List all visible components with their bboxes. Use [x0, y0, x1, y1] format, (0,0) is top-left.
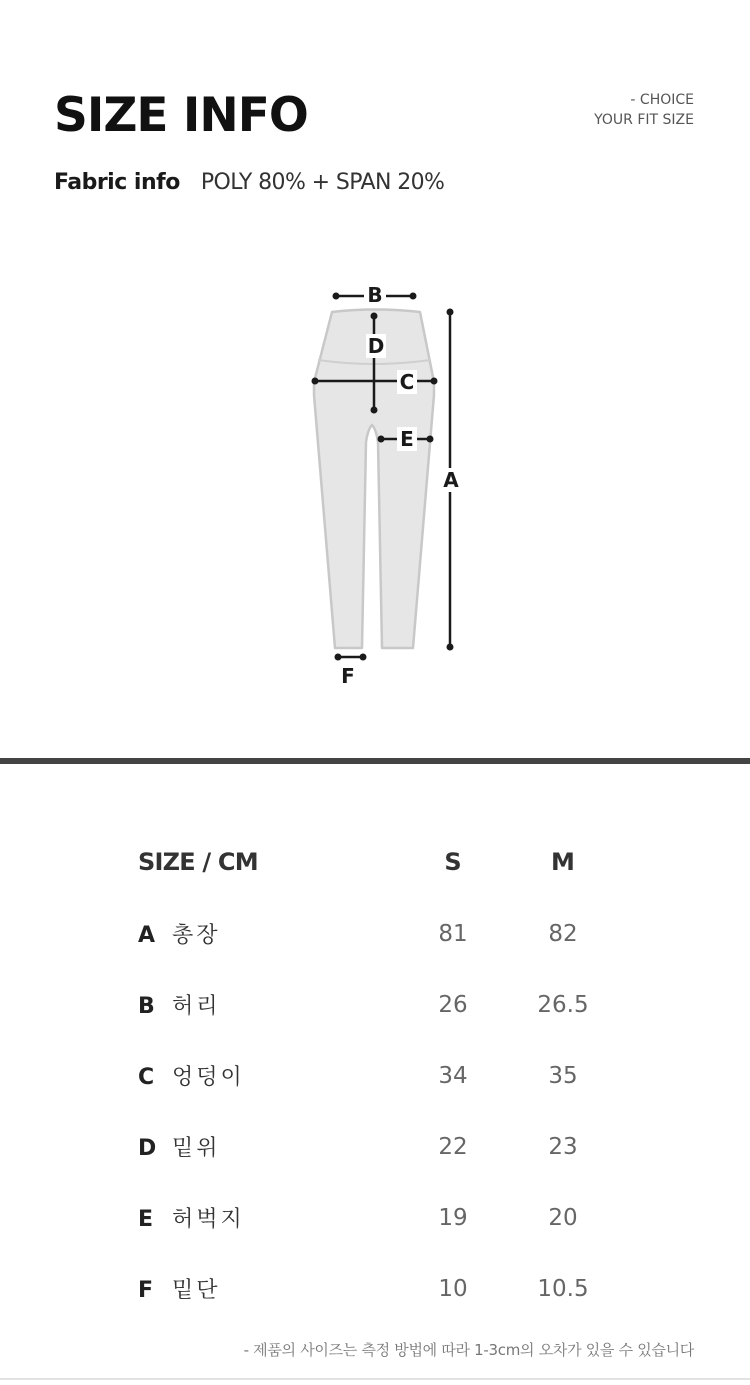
tagline [594, 90, 694, 130]
value-s: 19 [438, 1204, 468, 1231]
table-row-f [138, 1253, 618, 1324]
table-row-c [138, 1040, 618, 1111]
value-s: 10 [438, 1275, 468, 1302]
row-name-cell [138, 1040, 398, 1111]
row-name-cell [138, 1182, 398, 1253]
measure-label-d: D [367, 334, 385, 358]
table-row-e [138, 1182, 618, 1253]
measure-label-f: F [341, 664, 355, 688]
section-divider [0, 758, 750, 764]
row-name-cell [138, 1253, 398, 1324]
measure-label-c: C [399, 370, 415, 394]
value-s: 34 [438, 1062, 468, 1089]
row-label: 허벅지 [172, 1207, 245, 1232]
row-label: 총장 [172, 923, 221, 948]
row-code: B [138, 994, 155, 1019]
fabric-info-value: POLY 80% + SPAN 20% [200, 170, 445, 195]
row-label: 허리 [172, 994, 221, 1019]
row-label: 밑단 [172, 1278, 221, 1303]
size-table-header-row [138, 826, 618, 898]
measure-label-a: A [443, 468, 459, 492]
measurement-disclaimer: - 제품의 사이즈는 측정 방법에 따라 1-3cm의 오차가 있을 수 있습니다 [243, 1341, 694, 1359]
leggings-measurement-diagram [0, 270, 750, 700]
measure-label-b: B [367, 283, 383, 307]
row-name-cell [138, 898, 398, 969]
value-m: 10.5 [537, 1275, 589, 1302]
row-name-cell [138, 1111, 398, 1182]
tagline-line-2: YOUR FIT SIZE [594, 112, 694, 128]
table-row-a [138, 898, 618, 969]
size-header-m: M [551, 848, 575, 876]
row-code: F [138, 1278, 154, 1303]
row-label: 엉덩이 [172, 1065, 245, 1090]
row-code: D [138, 1136, 157, 1161]
value-m: 35 [548, 1062, 578, 1089]
value-m: 26.5 [537, 991, 589, 1018]
value-s: 22 [438, 1133, 468, 1160]
tagline-line-1: - CHOICE [630, 92, 694, 108]
row-name-cell [138, 969, 398, 1040]
table-row-d [138, 1111, 618, 1182]
row-code: A [138, 923, 156, 948]
fabric-info [54, 168, 444, 198]
fabric-info-label: Fabric info [54, 170, 180, 195]
size-unit-header: SIZE / CM [138, 848, 258, 876]
value-m: 82 [548, 920, 578, 947]
value-s: 26 [438, 991, 468, 1018]
value-m: 20 [548, 1204, 578, 1231]
value-s: 81 [438, 920, 468, 947]
page-title: SIZE INFO [54, 88, 308, 143]
bottom-divider [0, 1378, 750, 1380]
row-code: E [138, 1207, 154, 1232]
measure-label-e: E [400, 427, 414, 451]
value-m: 23 [548, 1133, 578, 1160]
size-table [138, 826, 618, 1324]
row-label: 밑위 [172, 1136, 221, 1161]
row-code: C [138, 1065, 155, 1090]
table-row-b [138, 969, 618, 1040]
size-header-s: S [444, 848, 462, 876]
